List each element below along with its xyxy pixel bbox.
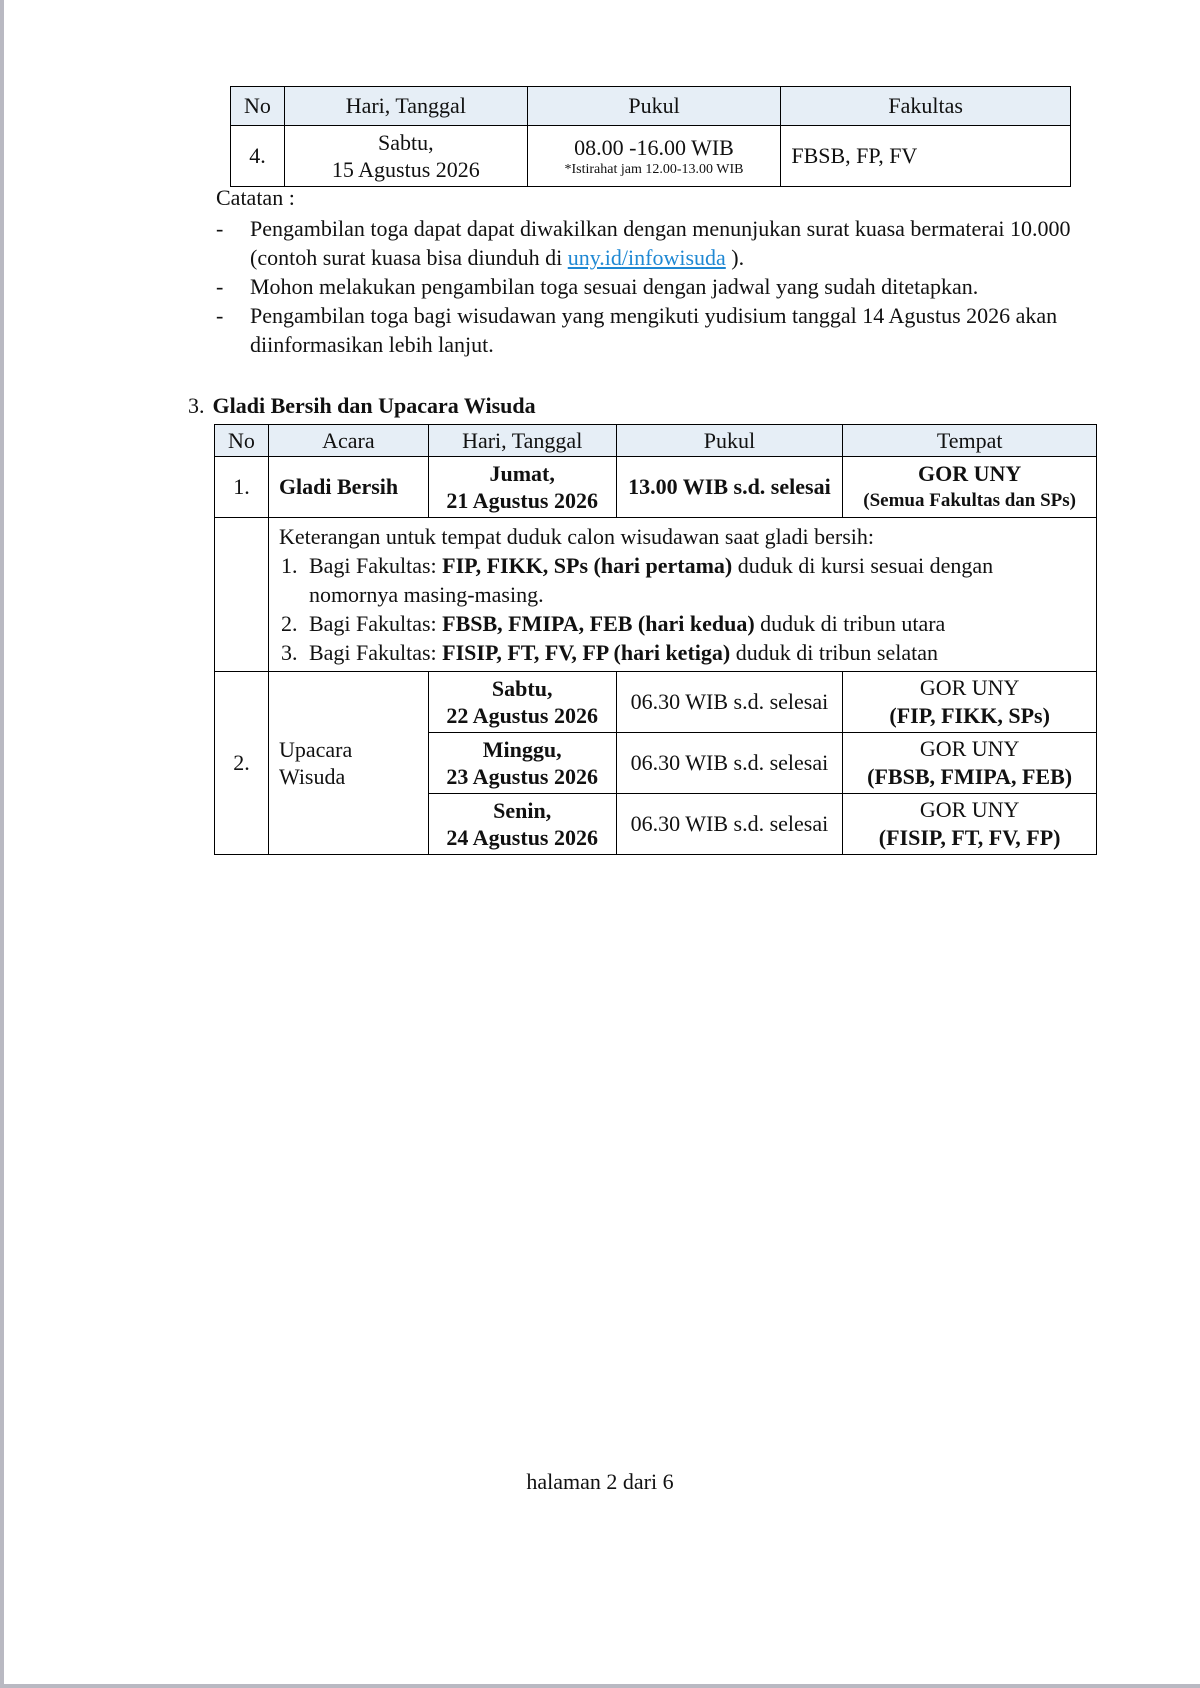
note-3-line2: diinformasikan lebih lanjut. — [250, 332, 494, 357]
wisuda-date: 24 Agustus 2026 — [446, 825, 598, 850]
wisuda-venue-cell — [843, 794, 1097, 855]
item-prefix: Bagi Fakultas: — [308, 553, 443, 578]
item-number: 2. — [280, 611, 298, 636]
dash-bullet: - — [216, 216, 224, 241]
wisuda-venue: GOR UNY — [919, 736, 1020, 761]
wisuda-day: Sabtu, — [491, 676, 553, 701]
page-edge-left — [0, 0, 4, 1688]
item-bold: FIP, FIKK, SPs (hari pertama) — [442, 553, 733, 578]
wisuda-date: 23 Agustus 2026 — [446, 764, 598, 789]
wisuda-date-cell — [428, 794, 616, 855]
wisuda-event-line1: Upacara — [278, 737, 353, 762]
row-date: 15 Agustus 2026 — [331, 157, 480, 182]
wisuda-venue-cell — [843, 733, 1097, 794]
wisuda-venue-cell — [843, 672, 1097, 733]
item-number: 1. — [280, 553, 298, 578]
header-venue: Tempat — [843, 425, 1097, 457]
item-bold: FBSB, FMIPA, FEB (hari kedua) — [442, 611, 755, 636]
page-edge-bottom — [0, 1684, 1200, 1688]
list-item — [216, 301, 1096, 359]
list-item — [279, 551, 1086, 609]
header-time: Pukul — [616, 425, 843, 457]
gladi-venue-cell — [843, 457, 1097, 518]
item-suffix: duduk di kursi sesuai dengan — [732, 553, 994, 578]
wisuda-no: 2. — [215, 672, 269, 855]
gladi-venue-sub: (Semua Fakultas dan SPs) — [863, 490, 1077, 511]
list-item — [216, 214, 1096, 272]
notes-list — [216, 214, 1096, 359]
wisuda-venue: GOR UNY — [919, 675, 1020, 700]
wisuda-event-line2: Wisuda — [278, 764, 346, 789]
gladi-venue: GOR UNY — [918, 461, 1022, 486]
item-suffix: duduk di tribun utara — [754, 611, 946, 636]
table-row — [215, 518, 1097, 672]
item-prefix: Bagi Fakultas: — [308, 640, 443, 665]
item-bold: FISIP, FT, FV, FP (hari ketiga) — [442, 640, 731, 665]
row-time: 08.00 -16.00 WIB — [574, 134, 734, 160]
wisuda-time: 06.30 WIB s.d. selesai — [616, 672, 843, 733]
row-time-note: *Istirahat jam 12.00-13.00 WIB — [564, 161, 744, 177]
header-faculty: Fakultas — [781, 87, 1071, 126]
seating-intro: Keterangan untuk tempat duduk calon wisudawan saat gladi bersih: — [278, 524, 874, 549]
ceremony-schedule-table — [214, 424, 1097, 855]
gladi-time: 13.00 WIB s.d. selesai — [616, 457, 843, 518]
row-faculty: FBSB, FP, FV — [781, 126, 1071, 187]
note-2-line1: Mohon melakukan pengambilan toga sesuai dengan jadwal yang sudah ditetapkan. — [250, 274, 979, 299]
note-1-prefix: (contoh surat kuasa bisa diunduh di — [250, 245, 568, 270]
seating-notes — [268, 518, 1096, 672]
table-row — [231, 126, 1071, 187]
gladi-date-cell — [428, 457, 616, 518]
note-1-suffix: ). — [725, 245, 745, 270]
header-no: No — [231, 87, 285, 126]
wisuda-date: 22 Agustus 2026 — [446, 703, 598, 728]
wisuda-time: 06.30 WIB s.d. selesai — [616, 794, 843, 855]
list-item — [216, 272, 1096, 301]
wisuda-venue: GOR UNY — [919, 797, 1020, 822]
header-no: No — [215, 425, 269, 457]
item-prefix: Bagi Fakultas: — [308, 611, 443, 636]
item-number: 3. — [280, 640, 298, 665]
gladi-event: Gladi Bersih — [268, 457, 428, 518]
row-no: 4. — [231, 126, 285, 187]
gladi-date: 21 Agustus 2026 — [446, 488, 598, 513]
table-header-row — [231, 87, 1071, 126]
wisuda-day: Minggu, — [482, 737, 562, 762]
header-time: Pukul — [527, 87, 781, 126]
row-day: Sabtu, — [378, 130, 434, 155]
note-1-line2 — [250, 243, 1096, 272]
wisuda-date-cell — [428, 733, 616, 794]
wisuda-day: Senin, — [493, 798, 552, 823]
note-1-line1: Pengambilan toga dapat dapat diwakilkan dengan menunjukan surat kuasa bermaterai 10.000 — [250, 216, 1071, 241]
wisuda-venue-sub: (FISIP, FT, FV, FP) — [878, 825, 1061, 850]
section-heading — [188, 393, 536, 419]
header-date: Hari, Tanggal — [428, 425, 616, 457]
table-header-row — [215, 425, 1097, 457]
table-row — [215, 457, 1097, 518]
empty-no-cell — [215, 518, 269, 672]
infowisuda-link[interactable]: uny.id/infowisuda — [567, 245, 726, 270]
section-title: Gladi Bersih dan Upacara Wisuda — [212, 393, 536, 418]
row-date-cell — [284, 126, 527, 187]
dash-bullet: - — [216, 303, 224, 328]
item-suffix: duduk di tribun selatan — [730, 640, 938, 665]
wisuda-time: 06.30 WIB s.d. selesai — [616, 733, 843, 794]
list-item — [279, 638, 1086, 667]
item-continuation: nomornya masing-masing. — [308, 582, 544, 607]
wisuda-venue-sub: (FBSB, FMIPA, FEB) — [867, 764, 1073, 789]
section-number: 3. — [188, 393, 205, 418]
notes-title: Catatan : — [216, 185, 295, 210]
wisuda-venue-sub: (FIP, FIKK, SPs) — [889, 703, 1050, 728]
dash-bullet: - — [216, 274, 224, 299]
gladi-day: Jumat, — [489, 461, 555, 486]
wisuda-event-cell — [268, 672, 428, 855]
row-time-cell — [527, 126, 781, 187]
gladi-no: 1. — [215, 457, 269, 518]
header-date: Hari, Tanggal — [284, 87, 527, 126]
wisuda-date-cell — [428, 672, 616, 733]
page-footer: halaman 2 dari 6 — [526, 1469, 674, 1494]
table-row — [215, 672, 1097, 733]
toga-schedule-table — [230, 86, 1071, 187]
note-3-line1: Pengambilan toga bagi wisudawan yang mengikuti yudisium tanggal 14 Agustus 2026 akan — [250, 303, 1058, 328]
list-item — [279, 609, 1086, 638]
header-event: Acara — [268, 425, 428, 457]
